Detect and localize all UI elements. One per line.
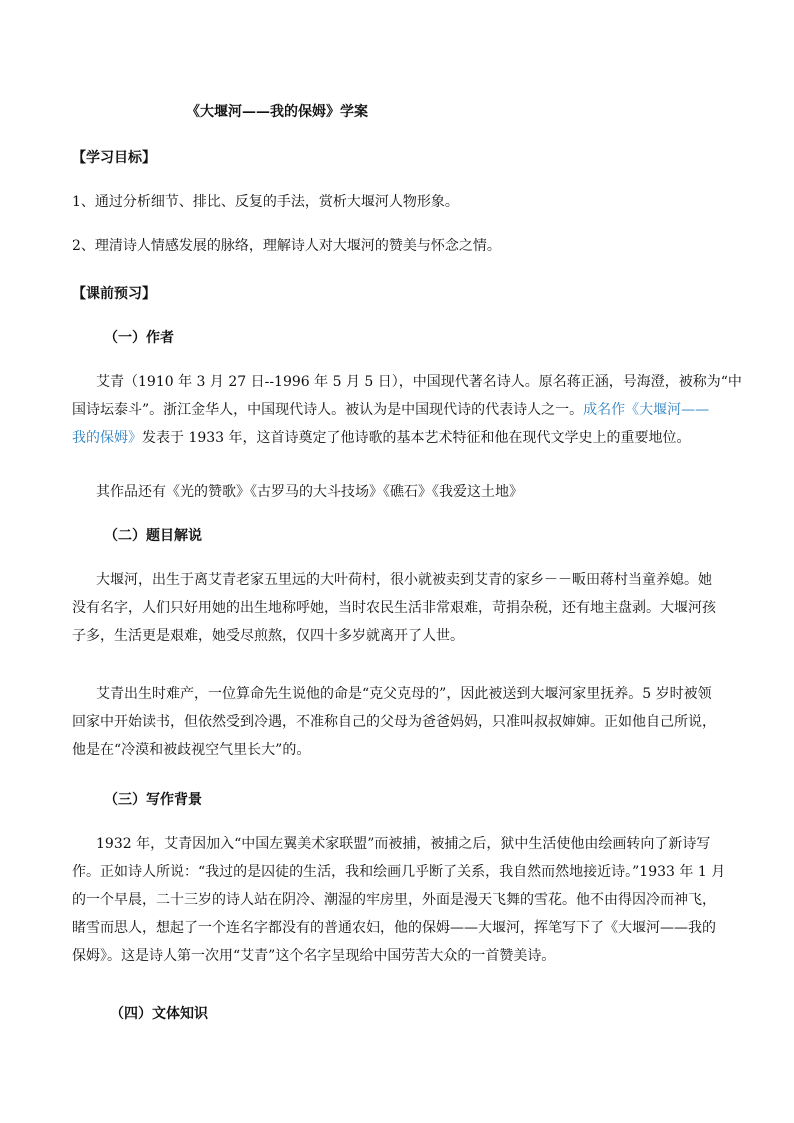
title-explain-line-5: 回家中开始读书，但依然受到冷遇，不准称自己的父母为爸爸妈妈，只准叫叔叔婶婶。正如他自己所说， [72,714,716,730]
author-line-1: 艾青（1910 年 3 月 27 日--1996 年 5 月 5 日），中国现代著名诗人。原名蒋正涵，号海澄，被称为“中 [96,374,742,390]
section-header-preview: 【课前预习】 [72,286,156,302]
title-explain-line-4: 艾青出生时难产，一位算命先生说他的命是“克父克母的”，因此被送到大堰河家里抚养。5 岁时被领 [96,686,712,702]
title-explain-paragraph-1 [72,566,727,650]
author-line-2-text: 国诗坛泰斗”。浙江金华人，中国现代诗人。被认为是中国现代诗的代表诗人之一。 [72,402,584,418]
goal-item-2: 2、理清诗人情感发展的脉络，理解诗人对大堰河的赞美与怀念之情。 [72,238,501,254]
subheading-genre: （四）文体知识 [110,1006,208,1022]
page-title: 《大堰河——我的保姆》学案 [186,104,368,120]
title-explain-paragraph-2 [72,680,727,764]
background-line-2: 作。正如诗人所说：“我过的是囚徒的生活，我和绘画几乎断了关系，我自然而然地接近诗。”1933 年 1 月 [72,864,726,880]
background-line-4: 睹雪而思人，想起了一个连名字都没有的普通农妇，他的保姆——大堰河，挥笔写下了《大堰河——我的 [72,920,716,936]
background-line-1: 1932 年，艾青因加入“中国左翼美术家联盟”而被捕，被捕之后，狱中生活使他由绘画转向了新诗写 [96,836,711,852]
title-explain-line-1: 大堰河，出生于离艾青老家五里远的大叶荷村，很小就被卖到艾青的家乡－－畈田蒋村当童养媳。她 [96,572,712,588]
author-works: 其作品还有《光的赞歌》《古罗马的大斗技场》《礁石》《我爱这土地》 [96,484,523,500]
title-explain-line-6: 他是在“冷漠和被歧视空气里长大”的。 [72,742,311,758]
subheading-title-explain: （二）题目解说 [104,528,202,544]
background-line-3: 的一个早晨，二十三岁的诗人站在阴冷、潮湿的牢房里，外面是漫天飞舞的雪花。他不由得因冷而神飞， [72,892,716,908]
subheading-author: （一）作者 [104,330,174,346]
background-line-5: 保姆》。这是诗人第一次用“艾青”这个名字呈现给中国劳苦大众的一首赞美诗。 [72,948,556,964]
author-highlight-1: 成名作《大堰河—— [583,402,710,418]
background-paragraph [72,830,727,970]
author-paragraph [72,368,742,452]
goal-item-1: 1、通过分析细节、排比、反复的手法，赏析大堰河人物形象。 [72,194,459,210]
title-explain-line-2: 没有名字，人们只好用她的出生地称呼她，当时农民生活非常艰难，苛捐杂税，还有地主盘剥。大堰河孩 [72,600,716,616]
author-line-2 [72,396,727,424]
title-explain-line-3: 子多，生活更是艰难，她受尽煎熬，仅四十多岁就离开了人世。 [72,628,464,644]
author-line-3 [72,424,727,452]
author-highlight-2: 我的保姆》 [72,430,142,446]
subheading-background: （三）写作背景 [104,792,202,808]
section-header-goals: 【学习目标】 [72,150,156,166]
author-line-3-text: 发表于 1933 年，这首诗奠定了他诗歌的基本艺术特征和他在现代文学史上的重要地位。 [142,430,691,446]
